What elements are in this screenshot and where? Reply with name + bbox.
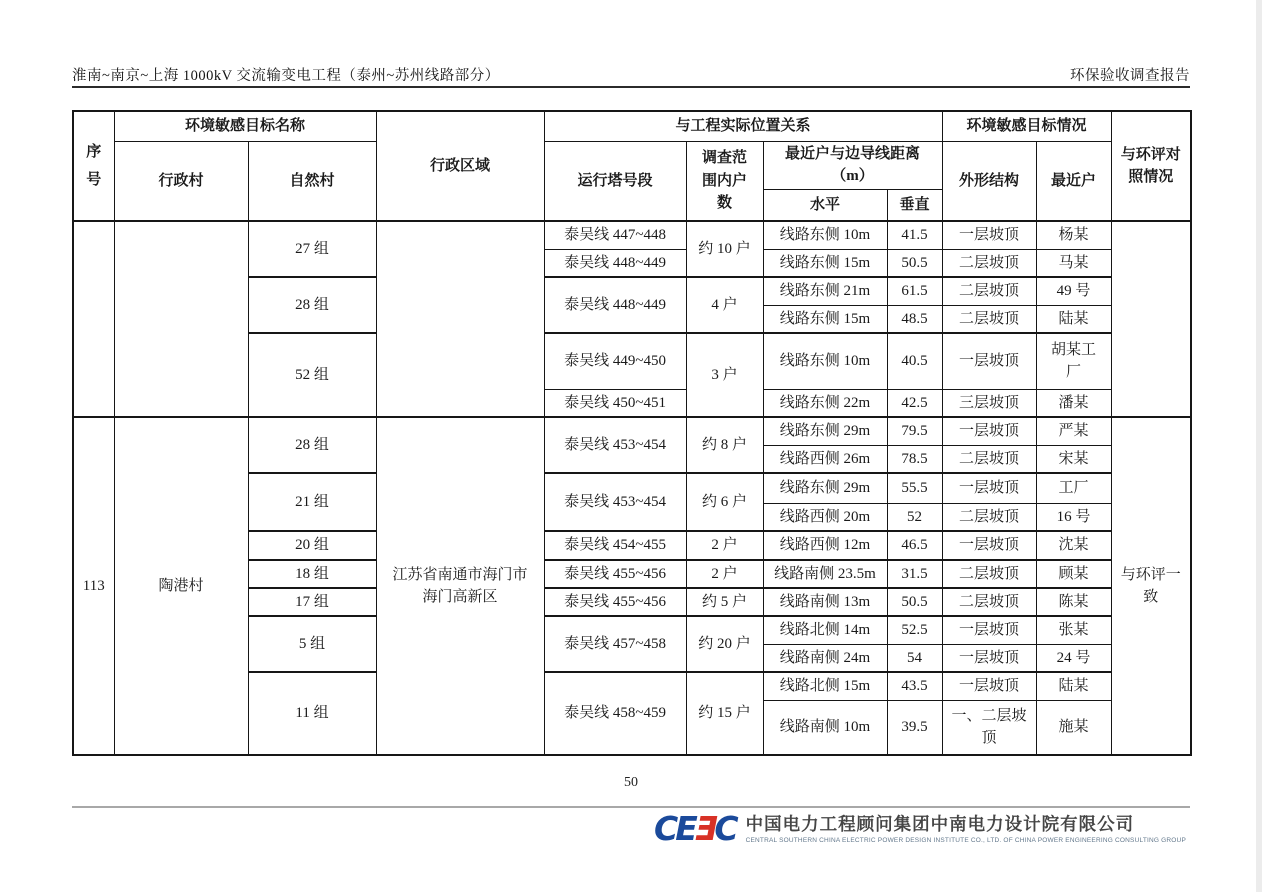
cell-horizontal: 线路东侧 15m [763, 305, 887, 333]
cell-natural-village: 20 组 [248, 531, 376, 560]
table-header [73, 111, 1191, 221]
cell-horizontal: 线路东侧 21m [763, 277, 887, 305]
cell-shape: 二层坡顶 [942, 305, 1036, 333]
cell-shape: 二层坡顶 [942, 503, 1036, 531]
col-header-admin-region: 行政区域 [376, 111, 544, 221]
cell-tower-segment: 泰吴线 453~454 [544, 473, 686, 531]
cell-eia-compare [1111, 221, 1191, 417]
ceec-logo-icon: CEƎC [654, 809, 736, 848]
cell-tower-segment: 泰吴线 453~454 [544, 417, 686, 473]
cell-natural-village: 18 组 [248, 560, 376, 588]
cell-tower-segment: 泰吴线 449~450 [544, 333, 686, 389]
cell-nearest: 施某 [1036, 700, 1111, 755]
cell-vertical: 39.5 [887, 700, 942, 755]
cell-admin-region: 江苏省南通市海门市海门高新区 [376, 417, 544, 755]
cell-nearest: 严某 [1036, 417, 1111, 445]
cell-shape: 二层坡顶 [942, 277, 1036, 305]
col-header-nearest: 最近户 [1036, 141, 1111, 221]
page-header [72, 57, 1190, 85]
cell-vertical: 46.5 [887, 531, 942, 560]
cell-households: 约 5 户 [686, 588, 763, 616]
company-name-en: CENTRAL SOUTHERN CHINA ELECTRIC POWER DESIGN INSTITUTE CO., LTD. OF CHINA POWER ENGINEERING CONSULTING GROUP [745, 836, 1186, 844]
cell-households: 约 20 户 [686, 616, 763, 672]
cell-horizontal: 线路北侧 15m [763, 672, 887, 700]
cell-tower-segment: 泰吴线 455~456 [544, 588, 686, 616]
cell-serial: 113 [73, 417, 114, 755]
brand-text [746, 814, 1186, 844]
cell-natural-village: 28 组 [248, 277, 376, 333]
cell-horizontal: 线路南侧 10m [763, 700, 887, 755]
cell-shape: 一、二层坡顶 [942, 700, 1036, 755]
cell-households: 3 户 [686, 333, 763, 417]
viewer-right-edge [1256, 0, 1262, 892]
cell-nearest: 顾某 [1036, 560, 1111, 588]
cell-shape: 二层坡顶 [942, 445, 1036, 473]
cell-horizontal: 线路北侧 14m [763, 616, 887, 644]
cell-horizontal: 线路东侧 15m [763, 249, 887, 277]
sensitive-targets-table [72, 110, 1192, 756]
cell-natural-village: 21 组 [248, 473, 376, 531]
cell-tower-segment: 泰吴线 458~459 [544, 672, 686, 755]
cell-nearest: 沈某 [1036, 531, 1111, 560]
cell-horizontal: 线路东侧 10m [763, 333, 887, 389]
cell-vertical: 50.5 [887, 249, 942, 277]
cell-horizontal: 线路东侧 10m [763, 221, 887, 249]
cell-tower-segment: 泰吴线 450~451 [544, 389, 686, 417]
cell-vertical: 41.5 [887, 221, 942, 249]
cell-tower-segment: 泰吴线 455~456 [544, 560, 686, 588]
cell-shape: 一层坡顶 [942, 616, 1036, 644]
cell-eia-compare: 与环评一致 [1111, 417, 1191, 755]
cell-tower-segment: 泰吴线 448~449 [544, 249, 686, 277]
cell-households: 约 10 户 [686, 221, 763, 277]
cell-admin-village [114, 221, 248, 417]
cell-admin-region [376, 221, 544, 417]
col-group-distance [763, 141, 942, 189]
cell-vertical: 43.5 [887, 672, 942, 700]
cell-shape: 一层坡顶 [942, 672, 1036, 700]
cell-horizontal: 线路东侧 29m [763, 417, 887, 445]
cell-vertical: 61.5 [887, 277, 942, 305]
cell-shape: 一层坡顶 [942, 473, 1036, 503]
cell-shape: 二层坡顶 [942, 588, 1036, 616]
cell-natural-village: 27 组 [248, 221, 376, 277]
cell-nearest: 16 号 [1036, 503, 1111, 531]
cell-households: 约 15 户 [686, 672, 763, 755]
cell-vertical: 40.5 [887, 333, 942, 389]
cell-households: 约 8 户 [686, 417, 763, 473]
cell-horizontal: 线路东侧 22m [763, 389, 887, 417]
cell-horizontal: 线路南侧 23.5m [763, 560, 887, 588]
cell-natural-village: 52 组 [248, 333, 376, 417]
col-header-vertical: 垂直 [887, 189, 942, 221]
col-header-serial: 序号 [73, 111, 114, 221]
cell-admin-village: 陶港村 [114, 417, 248, 755]
table-row [73, 417, 1191, 445]
cell-horizontal: 线路西侧 12m [763, 531, 887, 560]
cell-tower-segment: 泰吴线 454~455 [544, 531, 686, 560]
cell-shape: 一层坡顶 [942, 333, 1036, 389]
cell-vertical: 31.5 [887, 560, 942, 588]
cell-natural-village: 28 组 [248, 417, 376, 473]
header-project-title: 淮南~南京~上海 1000kV 交流输变电工程（泰州~苏州线路部分） [72, 68, 500, 84]
cell-shape: 一层坡顶 [942, 417, 1036, 445]
cell-nearest: 杨某 [1036, 221, 1111, 249]
cell-natural-village: 11 组 [248, 672, 376, 755]
cell-households: 约 6 户 [686, 473, 763, 531]
cell-nearest: 张某 [1036, 616, 1111, 644]
cell-nearest: 陆某 [1036, 672, 1111, 700]
cell-tower-segment: 泰吴线 457~458 [544, 616, 686, 672]
col-header-admin-village: 行政村 [114, 141, 248, 221]
cell-vertical: 79.5 [887, 417, 942, 445]
col-group-target-name: 环境敏感目标名称 [114, 111, 376, 141]
cell-nearest: 潘某 [1036, 389, 1111, 417]
cell-households: 4 户 [686, 277, 763, 333]
cell-nearest: 陆某 [1036, 305, 1111, 333]
cell-nearest: 24 号 [1036, 644, 1111, 672]
cell-vertical: 52.5 [887, 616, 942, 644]
cell-vertical: 50.5 [887, 588, 942, 616]
cell-nearest: 宋某 [1036, 445, 1111, 473]
cell-vertical: 52 [887, 503, 942, 531]
page-number: 50 [624, 775, 638, 790]
cell-households: 2 户 [686, 531, 763, 560]
cell-horizontal: 线路东侧 29m [763, 473, 887, 503]
cell-tower-segment: 泰吴线 448~449 [544, 277, 686, 333]
cell-nearest: 陈某 [1036, 588, 1111, 616]
col-header-shape: 外形结构 [942, 141, 1036, 221]
footer-rule [72, 806, 1190, 808]
cell-shape: 三层坡顶 [942, 389, 1036, 417]
cell-natural-village: 17 组 [248, 588, 376, 616]
cell-nearest: 马某 [1036, 249, 1111, 277]
col-header-natural-village: 自然村 [248, 141, 376, 221]
cell-shape: 一层坡顶 [942, 644, 1036, 672]
distance-unit-label: （m） [831, 168, 874, 184]
distance-group-label: 最近户与边导线距离 [785, 145, 921, 162]
cell-shape: 一层坡顶 [942, 531, 1036, 560]
cell-households: 2 户 [686, 560, 763, 588]
col-header-eia-compare: 与环评对照情况 [1111, 111, 1191, 221]
cell-shape: 二层坡顶 [942, 560, 1036, 588]
col-header-horizontal: 水平 [763, 189, 887, 221]
header-rule [72, 86, 1190, 88]
cell-vertical: 78.5 [887, 445, 942, 473]
cell-vertical: 54 [887, 644, 942, 672]
col-group-target-status: 环境敏感目标情况 [942, 111, 1111, 141]
cell-vertical: 55.5 [887, 473, 942, 503]
cell-nearest: 工厂 [1036, 473, 1111, 503]
cell-natural-village: 5 组 [248, 616, 376, 672]
table-row [73, 221, 1191, 249]
footer-brand [654, 809, 1186, 848]
cell-shape: 一层坡顶 [942, 221, 1036, 249]
cell-horizontal: 线路南侧 24m [763, 644, 887, 672]
cell-nearest: 胡某工厂 [1036, 333, 1111, 389]
cell-serial [73, 221, 114, 417]
cell-horizontal: 线路西侧 26m [763, 445, 887, 473]
header-report-title: 环保验收调查报告 [1070, 68, 1190, 84]
cell-vertical: 42.5 [887, 389, 942, 417]
col-header-tower-segment: 运行塔号段 [544, 141, 686, 221]
cell-shape: 二层坡顶 [942, 249, 1036, 277]
col-header-households: 调查范围内户数 [686, 141, 763, 221]
col-group-location: 与工程实际位置关系 [544, 111, 942, 141]
cell-vertical: 48.5 [887, 305, 942, 333]
cell-horizontal: 线路西侧 20m [763, 503, 887, 531]
cell-horizontal: 线路南侧 13m [763, 588, 887, 616]
cell-nearest: 49 号 [1036, 277, 1111, 305]
cell-tower-segment: 泰吴线 447~448 [544, 221, 686, 249]
company-name-cn: 中国电力工程顾问集团中南电力设计院有限公司 [745, 813, 1135, 834]
